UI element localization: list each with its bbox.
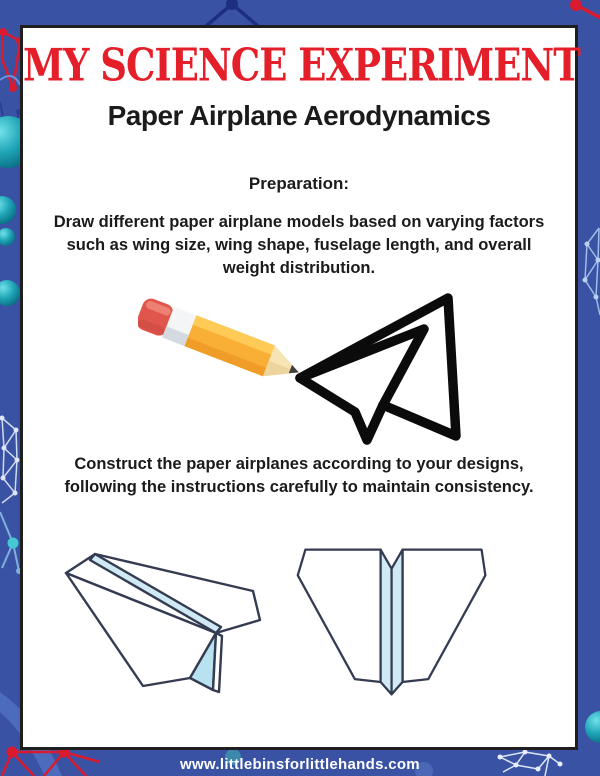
page-subtitle: Paper Airplane Aerodynamics (107, 100, 491, 131)
paper-airplane-doodle-icon (300, 298, 456, 440)
paper-airplane-side-view-icon (53, 543, 273, 713)
pencil-drawing-airplane-illustration (138, 286, 600, 451)
paper-airplane-top-view-icon (293, 535, 493, 710)
page-title: MY SCIENCE EXPERIMENT (23, 38, 580, 92)
worksheet-panel (20, 25, 578, 750)
preparation-heading: Preparation: (248, 174, 350, 193)
pencil-icon (138, 296, 305, 388)
preparation-step-2: Construct the paper airplanes according to your designs, following the instructions carefully to maintain consistency. (64, 455, 534, 496)
footer-url: www.littlebinsforlittlehands.com (180, 756, 420, 773)
preparation-step-1: Draw different paper airplane models based on varying factors such as wing size, wing shape, fuselage length, and overall weight distribution. (53, 213, 545, 277)
